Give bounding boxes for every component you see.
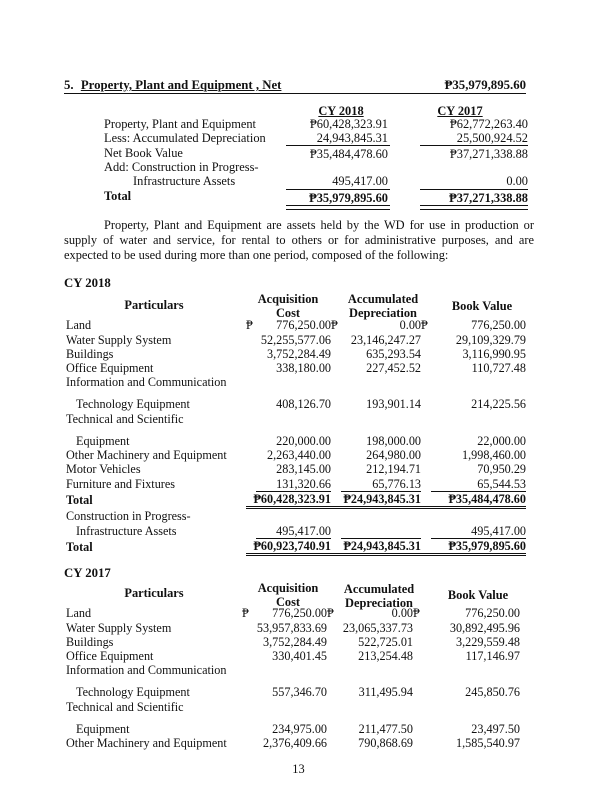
- table-row: [66, 389, 526, 411]
- peso-symbol: ₱: [331, 318, 338, 333]
- cell-acq: ₱60,428,323.91: [246, 491, 331, 507]
- summary-label-nbv: Net Book Value: [104, 146, 183, 160]
- row-label: Technical and Scientific: [66, 699, 184, 714]
- cell-acc: 635,293.54: [366, 346, 421, 361]
- summary-2018-accdep: 24,943,845.31: [316, 131, 388, 145]
- cell-acc: 522,725.01: [358, 634, 413, 649]
- cell-book: 117,146.97: [465, 649, 520, 664]
- cell-book: 23,497.50: [471, 721, 520, 736]
- col-header-book: Book Value: [451, 299, 513, 313]
- table-row: [66, 426, 526, 448]
- cell-book: 3,229,559.48: [456, 634, 520, 649]
- summary-rule: [286, 145, 390, 146]
- table-row: [66, 332, 526, 346]
- cell-acc: 790,868.69: [358, 736, 413, 751]
- row-label: Water Supply System: [66, 620, 172, 635]
- cell-acq: 557,346.70: [272, 685, 327, 700]
- cell-book: ₱35,979,895.60: [421, 538, 526, 554]
- cell-acq: 338,180.00: [276, 361, 331, 376]
- cell-acc: 65,776.13: [341, 476, 421, 491]
- col-header-acc: Accumulated: [347, 292, 419, 306]
- section-number: 5.: [64, 78, 74, 92]
- summary-2018-total: ₱35,979,895.60: [309, 191, 388, 205]
- cell-acc: 227,452.52: [366, 361, 421, 376]
- cell-acc: 23,065,337.73: [342, 620, 413, 635]
- summary-2018-ppe: ₱60,428,323.91: [309, 117, 388, 131]
- row-label: Buildings: [66, 634, 114, 649]
- table-row: [66, 649, 520, 663]
- col-header-particulars: Particulars: [124, 298, 184, 312]
- cell-acc: 0.00: [391, 606, 413, 621]
- cell-acc: 212,194.71: [366, 462, 421, 477]
- table-row: [66, 714, 520, 736]
- row-label: Technology Equipment: [76, 685, 190, 700]
- row-label: Information and Communication: [66, 663, 227, 678]
- peso-symbol: ₱: [421, 318, 428, 333]
- cell-acc: 23,146,247.27: [350, 332, 421, 347]
- peso-symbol: ₱: [242, 606, 249, 621]
- cy2018-rows: [66, 318, 526, 556]
- col-header-acq-2: Cost: [275, 306, 301, 320]
- row-label: Water Supply System: [66, 332, 172, 347]
- row-label: Other Machinery and Equipment: [66, 448, 227, 463]
- summary-col-2018: CY 2018: [318, 104, 364, 118]
- cell-acq: 53,957,833.69: [256, 620, 327, 635]
- page-number: 13: [292, 762, 305, 776]
- cell-acc: 0.00: [399, 318, 421, 333]
- col-header-acc-2: Depreciation: [349, 306, 417, 320]
- table-row: [66, 736, 520, 750]
- summary-rule: [420, 189, 528, 190]
- row-label: Office Equipment: [66, 649, 154, 664]
- cell-acq: 2,376,409.66: [263, 736, 327, 751]
- section-amount: ₱35,979,895.60: [444, 78, 526, 92]
- col-header-acq: Acquisition: [257, 292, 319, 306]
- description-paragraph: Property, Plant and Equipment are assets held by the WD for use in production or supply of water and service, for rental to others or for administrative purposes, and are expected to be used during more than one period, composed of the following:: [64, 218, 534, 262]
- summary-2018-infra: 495,417.00: [332, 174, 388, 188]
- section-heading: [64, 78, 281, 93]
- cy2017-heading: CY 2017: [64, 566, 111, 580]
- row-label: Motor Vehicles: [66, 462, 141, 477]
- table-row: [66, 606, 520, 620]
- cell-book: 214,225.56: [471, 397, 526, 412]
- row-label: Equipment: [76, 721, 130, 736]
- table-row: [66, 462, 526, 476]
- summary-2017-nbv: ₱37,271,338.88: [449, 147, 528, 161]
- row-label: Total: [66, 540, 93, 555]
- summary-2017-accdep: 25,500,924.52: [456, 131, 528, 145]
- summary-label-cip: Add: Construction in Progress-: [104, 160, 259, 174]
- summary-double-rule: [286, 205, 390, 210]
- table-row: [66, 663, 520, 677]
- cell-acq: 283,145.00: [276, 462, 331, 477]
- cell-acq: 131,320.66: [256, 476, 331, 491]
- col-header-acc: Accumulated: [343, 582, 415, 596]
- summary-2017-total: ₱37,271,338.88: [449, 191, 528, 205]
- cell-book: 22,000.00: [477, 433, 526, 448]
- cell-acc: 213,254.48: [358, 649, 413, 664]
- section-title: Property, Plant and Equipment , Net: [80, 78, 282, 92]
- cell-acq: 495,417.00: [256, 523, 331, 538]
- cell-acq: 408,126.70: [276, 397, 331, 412]
- table-row: [66, 635, 520, 649]
- table-row-total: [66, 491, 526, 507]
- peso-symbol: ₱: [246, 318, 253, 333]
- row-label: Technical and Scientific: [66, 411, 184, 426]
- table-row: [66, 318, 526, 332]
- cy2018-heading: CY 2018: [64, 276, 111, 290]
- summary-rule: [420, 145, 528, 146]
- peso-symbol: ₱: [413, 606, 420, 621]
- row-label: Technology Equipment: [76, 397, 190, 412]
- cell-book: 776,250.00: [465, 606, 520, 621]
- cell-book: 3,116,990.95: [462, 346, 526, 361]
- summary-double-rule: [420, 205, 528, 210]
- cell-book: 65,544.53: [431, 476, 526, 491]
- cell-book: 30,892,495.96: [449, 620, 520, 635]
- cell-acc: 311,495.94: [358, 685, 413, 700]
- cell-book: 1,585,540.97: [456, 736, 520, 751]
- summary-label-infra: Infrastructure Assets: [133, 174, 236, 188]
- cell-acc: 264,980.00: [366, 448, 421, 463]
- row-label: Furniture and Fixtures: [66, 477, 175, 492]
- cell-acc: ₱24,943,845.31: [331, 491, 421, 507]
- row-label: Equipment: [76, 433, 130, 448]
- table-row: [66, 448, 526, 462]
- table-row: [66, 411, 526, 425]
- cell-acc: [341, 523, 421, 538]
- peso-symbol: ₱: [327, 606, 334, 621]
- cell-book: 776,250.00: [471, 318, 526, 333]
- row-label: Land: [66, 318, 92, 333]
- table-row: [66, 476, 526, 491]
- cell-book: 245,850.76: [465, 685, 520, 700]
- summary-2018-nbv: ₱35,484,478.60: [309, 147, 388, 161]
- summary-rule: [286, 189, 390, 190]
- cell-acc: 211,477.50: [358, 721, 413, 736]
- cell-book: 70,950.29: [477, 462, 526, 477]
- cell-acc: 198,000.00: [366, 433, 421, 448]
- cell-book: 1,998,460.00: [462, 448, 526, 463]
- summary-2017-infra: 0.00: [506, 174, 528, 188]
- row-label: Buildings: [66, 346, 114, 361]
- row-label: Office Equipment: [66, 361, 154, 376]
- col-header-acq: Acquisition: [257, 581, 319, 595]
- cell-acq: 776,250.00: [276, 318, 331, 333]
- cell-acq: 2,263,440.00: [267, 448, 331, 463]
- col-header-book: Book Value: [447, 588, 509, 602]
- summary-label-total: Total: [104, 189, 132, 203]
- row-label: Land: [66, 606, 92, 621]
- col-header-acq-2: Cost: [275, 595, 301, 609]
- summary-2017-ppe: ₱62,772,263.40: [449, 117, 528, 131]
- cell-acq: ₱60,923,740.91: [246, 538, 331, 554]
- cell-book: ₱35,484,478.60: [421, 491, 526, 507]
- row-label: Total: [66, 493, 93, 508]
- row-label: Other Machinery and Equipment: [66, 736, 227, 751]
- table-row: [66, 620, 520, 634]
- cell-acc: 193,901.14: [366, 397, 421, 412]
- cell-acq: 52,255,577.06: [260, 332, 331, 347]
- table-row: [66, 507, 526, 523]
- table-row: [66, 677, 520, 699]
- summary-label-accdep: Less: Accumulated Depreciation: [104, 131, 266, 145]
- cell-book: 29,109,329.79: [455, 332, 526, 347]
- col-header-particulars: Particulars: [124, 586, 184, 600]
- table-row: [66, 375, 526, 389]
- table-row: [66, 347, 526, 361]
- table-row: [66, 523, 526, 538]
- row-label: Construction in Progress-: [66, 509, 191, 524]
- table-row: [66, 699, 520, 713]
- summary-col-2017: CY 2017: [437, 104, 483, 118]
- cell-book: 495,417.00: [431, 523, 526, 538]
- row-label: Infrastructure Assets: [76, 524, 177, 539]
- col-header-acc-2: Depreciation: [345, 596, 413, 610]
- table-row-total: [66, 538, 526, 554]
- summary-label-ppe: Property, Plant and Equipment: [104, 117, 256, 131]
- table-row: [66, 361, 526, 375]
- cell-book: 110,727.48: [471, 361, 526, 376]
- cell-acq: 3,752,284.49: [267, 346, 331, 361]
- row-label: Information and Communication: [66, 375, 227, 390]
- cell-acq: 3,752,284.49: [263, 634, 327, 649]
- cell-acq: 220,000.00: [276, 433, 331, 448]
- section-rule: [64, 93, 526, 94]
- cell-acq: 234,975.00: [272, 721, 327, 736]
- cell-acq: 776,250.00: [272, 606, 327, 621]
- cell-acq: 330,401.45: [272, 649, 327, 664]
- cy2017-rows: [66, 606, 520, 750]
- cell-acc: ₱24,943,845.31: [331, 538, 421, 554]
